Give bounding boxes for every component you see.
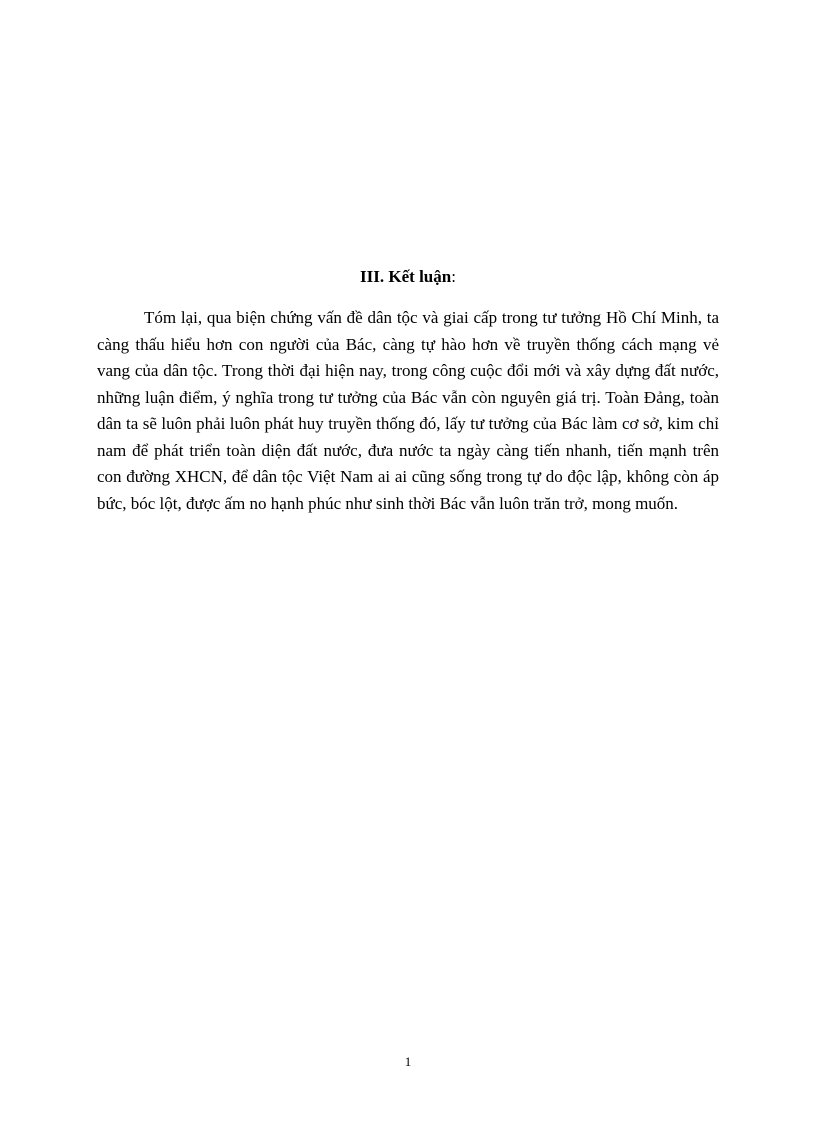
section-heading-text: III. Kết luận [360, 267, 452, 286]
section-heading [0, 266, 816, 288]
section-heading-colon: : [451, 267, 456, 286]
conclusion-paragraph: Tóm lại, qua biện chứng vấn đề dân tộc và giai cấp trong tư tưởng Hồ Chí Minh, ta càng thấu hiểu hơn con người của Bác, càng tự hào hơn về truyền thống cách mạng vẻ vang của dân tộc. Trong thời đại hiện nay, trong công cuộc đổi mới và xây dựng đất nước, những luận điểm, ý nghĩa trong tư tưởng của Bác vẫn còn nguyên giá trị. Toàn Đảng, toàn dân ta sẽ luôn phải luôn phát huy truyền thống đó, lấy tư tưởng của Bác làm cơ sở, kim chỉ nam để phát triển toàn diện đất nước, đưa nước ta ngày càng tiến nhanh, tiến mạnh trên con đường XHCN, để dân tộc Việt Nam ai ai cũng sống trong tự do độc lập, không còn áp bức, bóc lột, được ấm no hạnh phúc như sinh thời Bác vẫn luôn trăn trở, mong muốn. [97, 308, 719, 513]
page-number: 1 [404, 1054, 412, 1069]
